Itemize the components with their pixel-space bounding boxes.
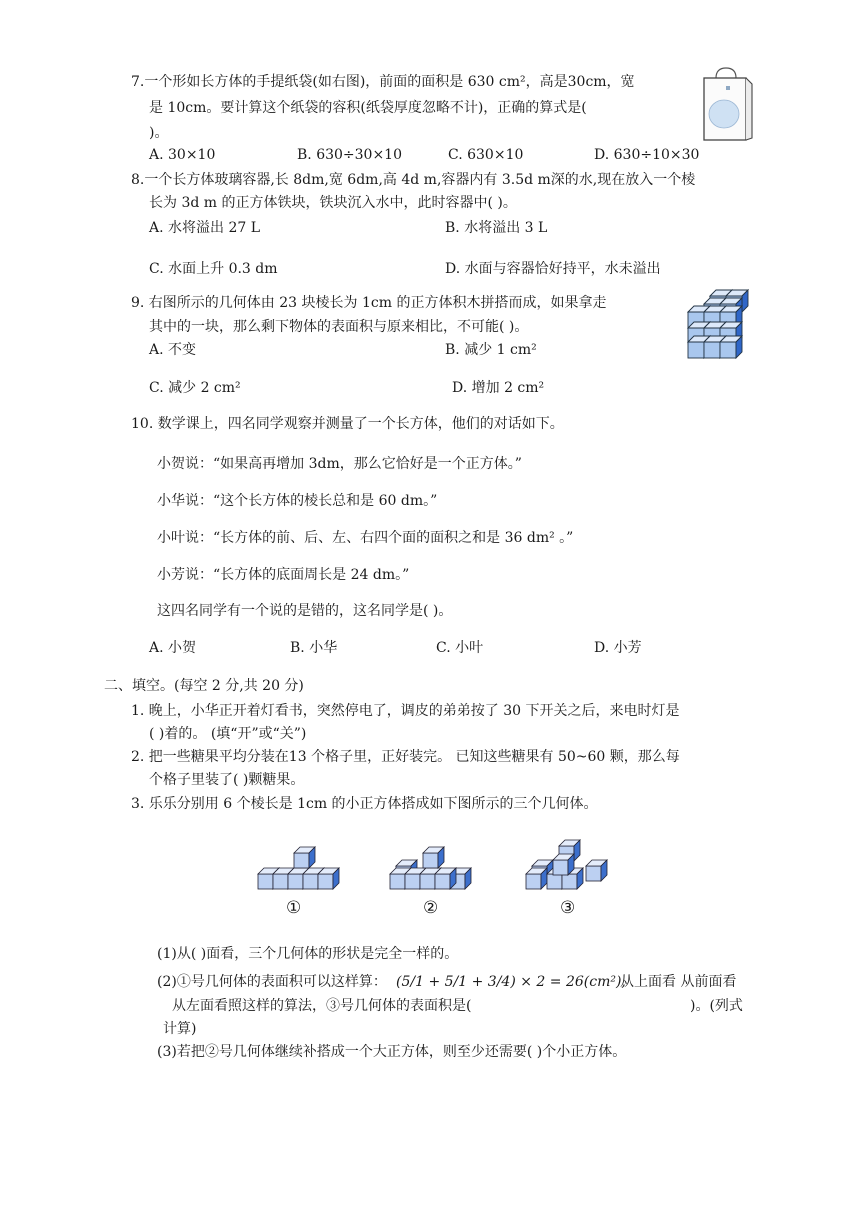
s2-q3-sub2-line2-end: )。(列式 (690, 998, 743, 1014)
q8-option-d: D. 水面与容器恰好持平，水未溢出 (445, 261, 661, 277)
q9-line2: 其中的一块，那么剩下物体的表面积与原来相比，不可能( )。 (149, 319, 529, 335)
cube-stack-figure (684, 288, 756, 360)
q8-option-b: B. 水将溢出 3 L (445, 220, 548, 236)
solid-1 (258, 847, 339, 889)
q7-option-c: C. 630×10 (448, 147, 524, 163)
q8-option-c: C. 水面上升 0.3 dm (149, 261, 278, 277)
s2-q3-sub2-line2: 从左面看照这样的算法，③号几何体的表面积是( (172, 998, 472, 1014)
q10-statement-1: 小贺说：“如果高再增加 3dm，那么它恰好是一个正方体。” (157, 456, 522, 472)
section2-title: 二、填空。(每空 2 分,共 20 分) (104, 678, 304, 694)
s2-q3-sub2-a: (2)①号几何体的表面积可以这样算： (157, 974, 387, 990)
q7-line2: 是 10cm。要计算这个纸袋的容积(纸袋厚度忽略不计)，正确的算式是( (149, 100, 587, 116)
q7-line3: )。 (149, 125, 169, 141)
q9-option-d: D. 增加 2 cm² (452, 380, 545, 396)
figure-label-2: ② (423, 898, 439, 918)
q9-option-b: B. 减少 1 cm² (445, 342, 537, 358)
s2-q2-line2: 个格子里装了( )颗糖果。 (149, 772, 305, 788)
q7-option-d: D. 630÷10×30 (594, 147, 700, 163)
paper-bag-figure (700, 66, 756, 142)
q7-line1: 7.一个形如长方体的手提纸袋(如右图)，前面的面积是 630 cm²，高是30cm，宽 (131, 74, 635, 90)
q10-option-c: C. 小叶 (436, 640, 484, 656)
q10-intro: 10. 数学课上，四名同学观察并测量了一个长方体，他们的对话如下。 (131, 416, 564, 432)
s2-q3-sub3: (3)若把②号几何体继续补搭成一个大正方体，则至少还需要( )个小正方体。 (157, 1044, 627, 1060)
s2-q3-sub2-formula: (5/1 + 5/1 + 3/4) × 2 = 26(cm²), (396, 974, 626, 990)
solid-3 (526, 840, 607, 889)
s2-q3-line1: 3. 乐乐分别用 6 个棱长是 1cm 的小正方体搭成如下图所示的三个几何体。 (131, 796, 598, 812)
q10-statement-2: 小华说：“这个长方体的棱长总和是 60 dm。” (157, 493, 438, 509)
q8-line2: 长为 3d m 的正方体铁块，铁块沉入水中，此时容器中( )。 (149, 195, 517, 211)
solid-2 (390, 847, 471, 889)
s2-q3-sub1: (1)从( )面看，三个几何体的形状是完全一样的。 (157, 946, 459, 962)
s2-q2-line1: 2. 把一些糖果平均分装在13 个格子里，正好装完。 已知这些糖果有 50~60 颗，那么每 (131, 749, 680, 765)
figure-label-3: ③ (560, 898, 576, 918)
s2-q1-line1: 1. 晚上，小华正开着灯看书，突然停电了，调皮的弟弟按了 30 下开关之后，来电时灯是 (131, 703, 680, 719)
q10-option-b: B. 小华 (290, 640, 338, 656)
q10-option-a: A. 小贺 (149, 640, 197, 656)
s2-q1-line2: ( )着的。 (填“开”或“关”) (149, 726, 307, 742)
q10-question: 这四名同学有一个说的是错的，这名同学是( )。 (157, 603, 453, 619)
q8-line1: 8.一个长方体玻璃容器,长 8dm,宽 6dm,高 4d m,容器内有 3.5d m深的水,现在放入一个棱 (131, 172, 696, 188)
q9-option-c: C. 减少 2 cm² (149, 380, 241, 396)
q8-option-a: A. 水将溢出 27 L (149, 220, 261, 236)
q7-option-b: B. 630÷30×10 (297, 147, 402, 163)
q10-statement-4: 小芳说：“长方体的底面周长是 24 dm。” (157, 567, 410, 583)
q10-statement-3: 小叶说：“长方体的前、后、左、右四个面的面积之和是 36 dm² 。” (157, 530, 574, 546)
s2-q3-sub2-b: 从上面看 从前面看 (620, 974, 737, 990)
s2-q3-sub2-line3: 计算) (163, 1021, 197, 1037)
figure-label-1: ① (286, 898, 302, 918)
q7-option-a: A. 30×10 (149, 147, 216, 163)
q9-line1: 9. 右图所示的几何体由 23 块棱长为 1cm 的正方体积木拼搭而成，如果拿走 (131, 295, 607, 311)
q9-option-a: A. 不变 (149, 342, 197, 358)
q10-option-d: D. 小芳 (594, 640, 642, 656)
